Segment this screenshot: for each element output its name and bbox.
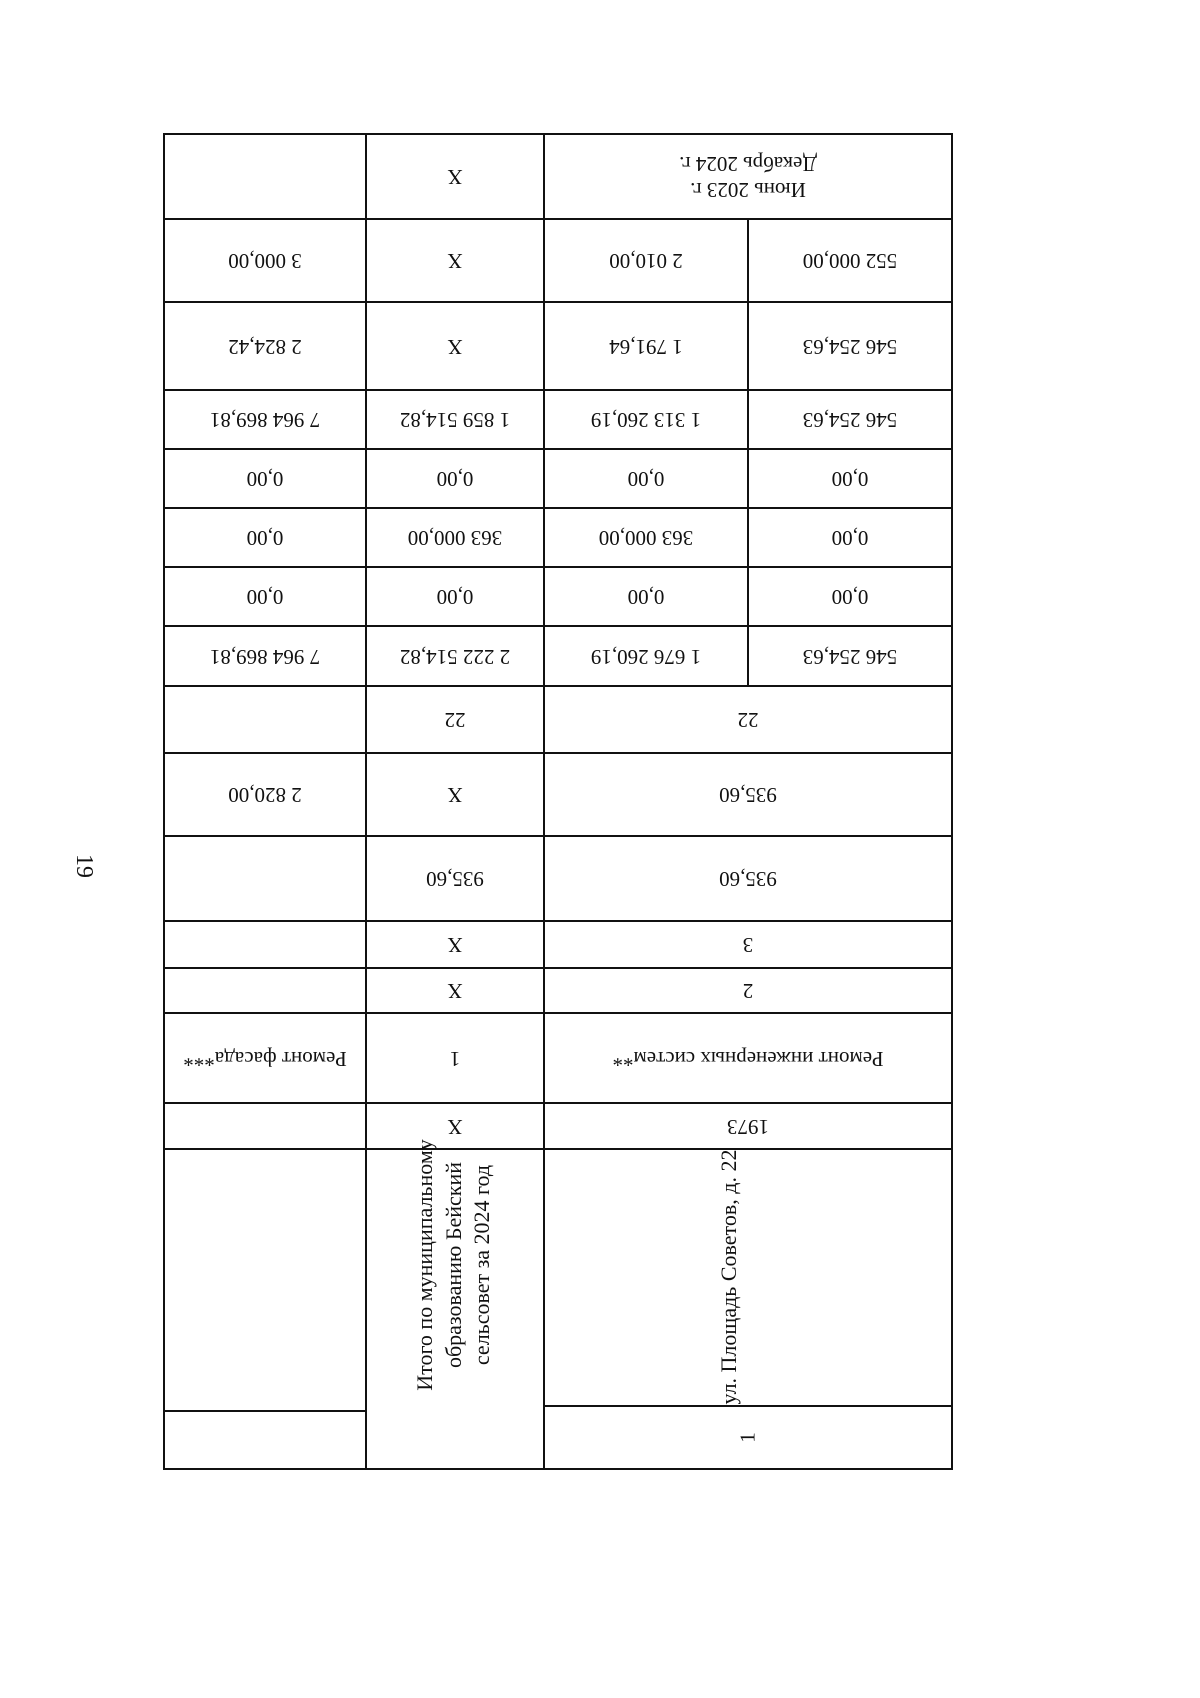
address-text: ул. Площадь Советов, д. 22 xyxy=(715,1149,741,1405)
table-border-right xyxy=(951,133,953,1470)
entrances-c2: X xyxy=(447,933,463,958)
residents-c2: 22 xyxy=(444,708,466,733)
table-divider xyxy=(163,1410,365,1412)
total-cost-c3: 1 676 260,19 xyxy=(590,644,702,669)
residents-c3: 22 xyxy=(737,708,759,733)
area-living-c3: 935,60 xyxy=(719,783,777,808)
fund-local-c3: 0,00 xyxy=(627,467,665,492)
unit-cost-c4: 546 254,63 xyxy=(802,334,898,359)
fund-federal-c1: 0,00 xyxy=(246,585,284,610)
floors-c3: 2 xyxy=(742,979,754,1004)
period-start: Июнь 2023 г. xyxy=(690,177,806,202)
fund-owners-c4: 546 254,63 xyxy=(802,408,898,433)
works-c3: Ремонт инженерных систем** xyxy=(612,1046,884,1071)
page-number: 19 xyxy=(71,854,98,878)
area-living-c1: 2 820,00 xyxy=(228,783,302,808)
area-total-c3: 935,60 xyxy=(719,867,777,892)
total-label-text: Итого по муниципальному образованию Бейский сельсовет за 2024 год xyxy=(412,1139,495,1391)
fund-owners-c1: 7 964 869,81 xyxy=(209,408,321,433)
fund-federal-c4: 0,00 xyxy=(831,585,869,610)
area-living-c2: X xyxy=(447,783,463,808)
fund-owners-c2: 1 859 514,82 xyxy=(399,408,511,433)
fund-federal-c2: 0,00 xyxy=(436,585,474,610)
fund-local-c2: 0,00 xyxy=(436,467,474,492)
fund-regional-c2: 363 000,00 xyxy=(407,526,503,551)
works-c2: 1 xyxy=(449,1046,461,1071)
fund-regional-c3: 363 000,00 xyxy=(598,526,694,551)
area-total-c2: 935,60 xyxy=(426,867,484,892)
limit-cost-c1: 3 000,00 xyxy=(228,249,302,274)
unit-cost-c2: X xyxy=(447,334,463,359)
row-number-cell: 1 xyxy=(735,1432,760,1443)
year-c1: X xyxy=(447,1114,463,1139)
total-cost-c4: 546 254,63 xyxy=(802,644,898,669)
unit-cost-c1: 2 824,42 xyxy=(228,334,302,359)
table-divider xyxy=(163,1148,953,1150)
period-total-cell: X xyxy=(447,165,463,190)
limit-cost-c4: 552 000,00 xyxy=(802,249,898,274)
fund-local-c4: 0,00 xyxy=(831,467,869,492)
fund-owners-c3: 1 313 260,19 xyxy=(590,408,702,433)
fund-regional-c1: 0,00 xyxy=(246,526,284,551)
fund-federal-c3: 0,00 xyxy=(627,585,665,610)
period-end: Декабрь 2024 г. xyxy=(679,152,817,177)
limit-cost-c3: 2 010,00 xyxy=(609,249,683,274)
works-c1: Ремонт фасада*** xyxy=(183,1046,347,1071)
unit-cost-c3: 1 791,64 xyxy=(609,334,683,359)
limit-cost-c2: X xyxy=(447,249,463,274)
fund-local-c1: 0,00 xyxy=(246,467,284,492)
table-border-bottom xyxy=(163,1468,953,1470)
fund-regional-c4: 0,00 xyxy=(831,526,869,551)
total-cost-c1: 7 964 869,81 xyxy=(209,644,321,669)
total-cost-c2: 2 222 514,82 xyxy=(399,644,511,669)
floors-c2: X xyxy=(447,979,463,1004)
year-c2: 1973 xyxy=(727,1114,769,1139)
total-label-cell xyxy=(366,1085,542,1445)
entrances-c3: 3 xyxy=(742,933,754,958)
period-cell xyxy=(545,135,951,218)
